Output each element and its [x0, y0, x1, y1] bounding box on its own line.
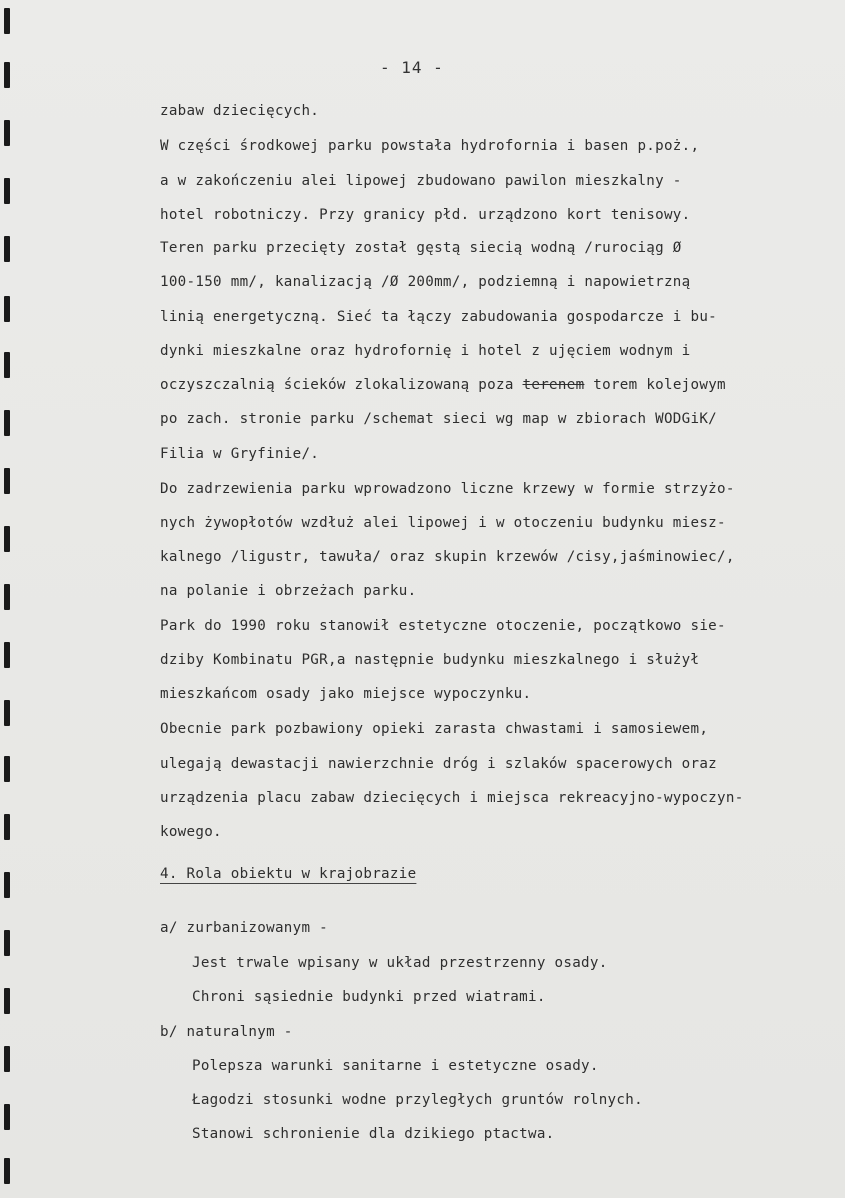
- text-line: W części środkowej parku powstała hydrofornia i basen p.poż.,: [160, 138, 700, 154]
- page-number: - 14 -: [380, 58, 444, 77]
- text-line: dziby Kombinatu PGR,a następnie budynku mieszkalnego i służył: [160, 652, 700, 668]
- binding-mark: [4, 236, 10, 262]
- text-line: zabaw dziecięcych.: [160, 103, 320, 119]
- binding-mark: [4, 410, 10, 436]
- list-item: Polepsza warunki sanitarne i estetyczne osady.: [192, 1058, 599, 1074]
- text-line: dynki mieszkalne oraz hydrofornię i hotel z ujęciem wodnym i: [160, 343, 691, 359]
- text-line: kalnego /ligustr, tawuła/ oraz skupin krzewów /cisy,jaśminowiec/,: [160, 549, 735, 565]
- binding-mark: [4, 814, 10, 840]
- list-label: a/ zurbanizowanym -: [160, 920, 328, 936]
- text-line: Do zadrzewienia parku wprowadzono liczne krzewy w formie strzyżo-: [160, 481, 735, 497]
- list-item: Stanowi schronienie dla dzikiego ptactwa.: [192, 1126, 555, 1142]
- binding-mark: [4, 62, 10, 88]
- binding-mark: [4, 468, 10, 494]
- text-line: na polanie i obrzeżach parku.: [160, 583, 417, 599]
- list-item: Łagodzi stosunki wodne przyległych gruntów rolnych.: [192, 1092, 643, 1108]
- binding-mark: [4, 642, 10, 668]
- binding-mark: [4, 1046, 10, 1072]
- binding-mark: [4, 120, 10, 146]
- binding-mark: [4, 526, 10, 552]
- text-line: Teren parku przecięty został gęstą siecią wodną /rurociąg Ø: [160, 240, 682, 256]
- text-line: 100-150 mm/, kanalizacją /Ø 200mm/, podziemną i napowietrzną: [160, 274, 691, 290]
- text-line: a w zakończeniu alei lipowej zbudowano pawilon mieszkalny -: [160, 173, 682, 189]
- binding-mark: [4, 584, 10, 610]
- text-line: nych żywopłotów wzdłuż alei lipowej i w otoczeniu budynku miesz-: [160, 515, 726, 531]
- text-line: mieszkańcom osady jako miejsce wypoczynku.: [160, 686, 532, 702]
- text-line: linią energetyczną. Sieć ta łączy zabudowania gospodarcze i bu-: [160, 309, 718, 325]
- binding-mark: [4, 8, 10, 34]
- list-item: Chroni sąsiednie budynki przed wiatrami.: [192, 989, 546, 1005]
- struck-word: terenem: [522, 377, 585, 393]
- text-line-head: oczyszczalnią ścieków zlokalizowaną poza: [160, 377, 514, 393]
- binding-mark: [4, 872, 10, 898]
- binding-mark: [4, 1104, 10, 1130]
- binding-mark: [4, 178, 10, 204]
- binding-mark: [4, 988, 10, 1014]
- binding-mark: [4, 1158, 10, 1184]
- text-line: Park do 1990 roku stanowił estetyczne otoczenie, początkowo sie-: [160, 618, 726, 634]
- list-label: b/ naturalnym -: [160, 1024, 293, 1040]
- text-line: hotel robotniczy. Przy granicy płd. urządzono kort tenisowy.: [160, 207, 691, 223]
- text-line: ulegają dewastacji nawierzchnie dróg i szlaków spacerowych oraz: [160, 756, 718, 772]
- binding-mark: [4, 296, 10, 322]
- binding-mark: [4, 930, 10, 956]
- text-line-tail: torem kolejowym: [593, 377, 726, 393]
- binding-mark: [4, 352, 10, 378]
- section-heading: 4. Rola obiektu w krajobrazie: [160, 866, 417, 882]
- text-line: urządzenia placu zabaw dziecięcych i miejsca rekreacyjno-wypoczyn-: [160, 790, 744, 806]
- text-line: Obecnie park pozbawiony opieki zarasta chwastami i samosiewem,: [160, 721, 709, 737]
- text-line: [160, 377, 726, 393]
- text-line: po zach. stronie parku /schemat sieci wg map w zbiorach WODGiK/: [160, 411, 718, 427]
- text-line: Filia w Gryfinie/.: [160, 446, 320, 462]
- list-item: Jest trwale wpisany w układ przestrzenny osady.: [192, 955, 608, 971]
- binding-mark: [4, 756, 10, 782]
- binding-mark: [4, 700, 10, 726]
- text-line: kowego.: [160, 824, 222, 840]
